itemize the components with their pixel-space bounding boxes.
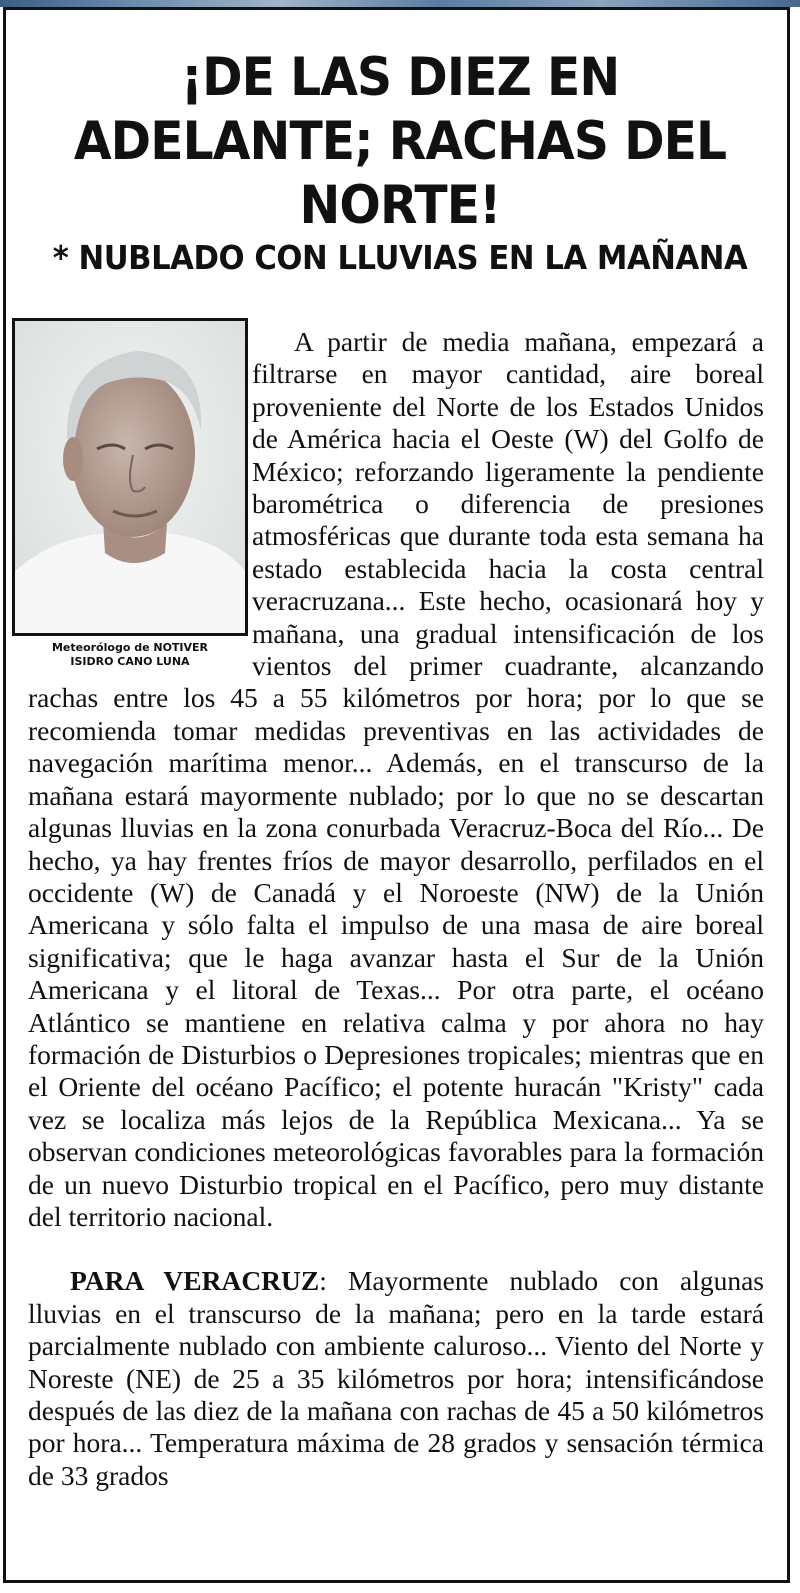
article-body (28, 326, 764, 1492)
top-image-strip (0, 0, 800, 7)
subheadline: * NUBLADO CON LLUVIAS EN LA MAÑANA (52, 238, 748, 277)
caption-wrap-spacer (28, 664, 240, 680)
caption-line-2: ISIDRO CANO LUNA (70, 655, 190, 668)
photo-wrap-spacer (28, 326, 252, 680)
paragraph-2-text: : Mayormente nublado con algunas lluvias en el transcurso de la mañana; pero en la tarde estará parcialmente nublado con ambiente caluroso... Viento del Norte y Noreste (NE) de 25 a 35 kilómetros por hora; intensificándose después de las diez de la mañana con rachas de 45 a 50 kilómetros por hora... Temperatura máxima de 28 grados y sensación térmica de 33 grados (28, 1265, 764, 1491)
paragraph-1: A partir de media mañana, empezará a filtrarse en mayor cantidad, aire boreal proveniente del Norte de los Estados Unidos de América hacia el Oeste (W) del Golfo de México; reforzando ligeramente la pendiente barométrica o diferencia de presiones atmosféricas que durante toda esta semana ha estado establecida hacia la costa central veracruzana... Este hecho, ocasionará hoy y mañana, una gradual intensificación de los vientos del primer cuadrante, alcanzando rachas entre los 45 a 55 kilómetros por hora; por lo que se recomienda tomar medidas preventivas en las actividades de navegación marítima menor... Además, en el transcurso de la mañana estará mayormente nublado; por lo que no se descartan algunas lluvias en la zona conurbada Veracruz-Boca del Río... De hecho, ya hay frentes fríos de mayor desarrollo, perfilados en el occidente (W) de Canadá y el Noroeste (NW) de la Unión Americana y sólo falta el impulso de una masa de aire boreal significativa; que le haga avanzar hasta el Sur de la Unión Americana y el litoral de Texas... Por otra parte, el océano Atlántico se mantiene en relativa calma y por ahora no hay formación de Disturbios o Depresiones tropicales; mientras que en el Oriente del océano Pacífico; el potente huracán "Kristy" cada vez se localiza más lejos de la República Mexicana... Ya se observan condiciones meteorológicas favorables para la formación de un nuevo Disturbio tropical en el Pacífico, pero muy distante del territorio nacional. (28, 326, 764, 1232)
caption-line-1: Meteorólogo de NOTIVER (51, 641, 209, 654)
headline: ¡DE LAS DIEZ EN ADELANTE; RACHAS DEL NORTE! (73, 47, 727, 236)
paragraph-2 (28, 1265, 764, 1492)
paragraph-2-lead-in: PARA VERACRUZ (70, 1265, 320, 1297)
